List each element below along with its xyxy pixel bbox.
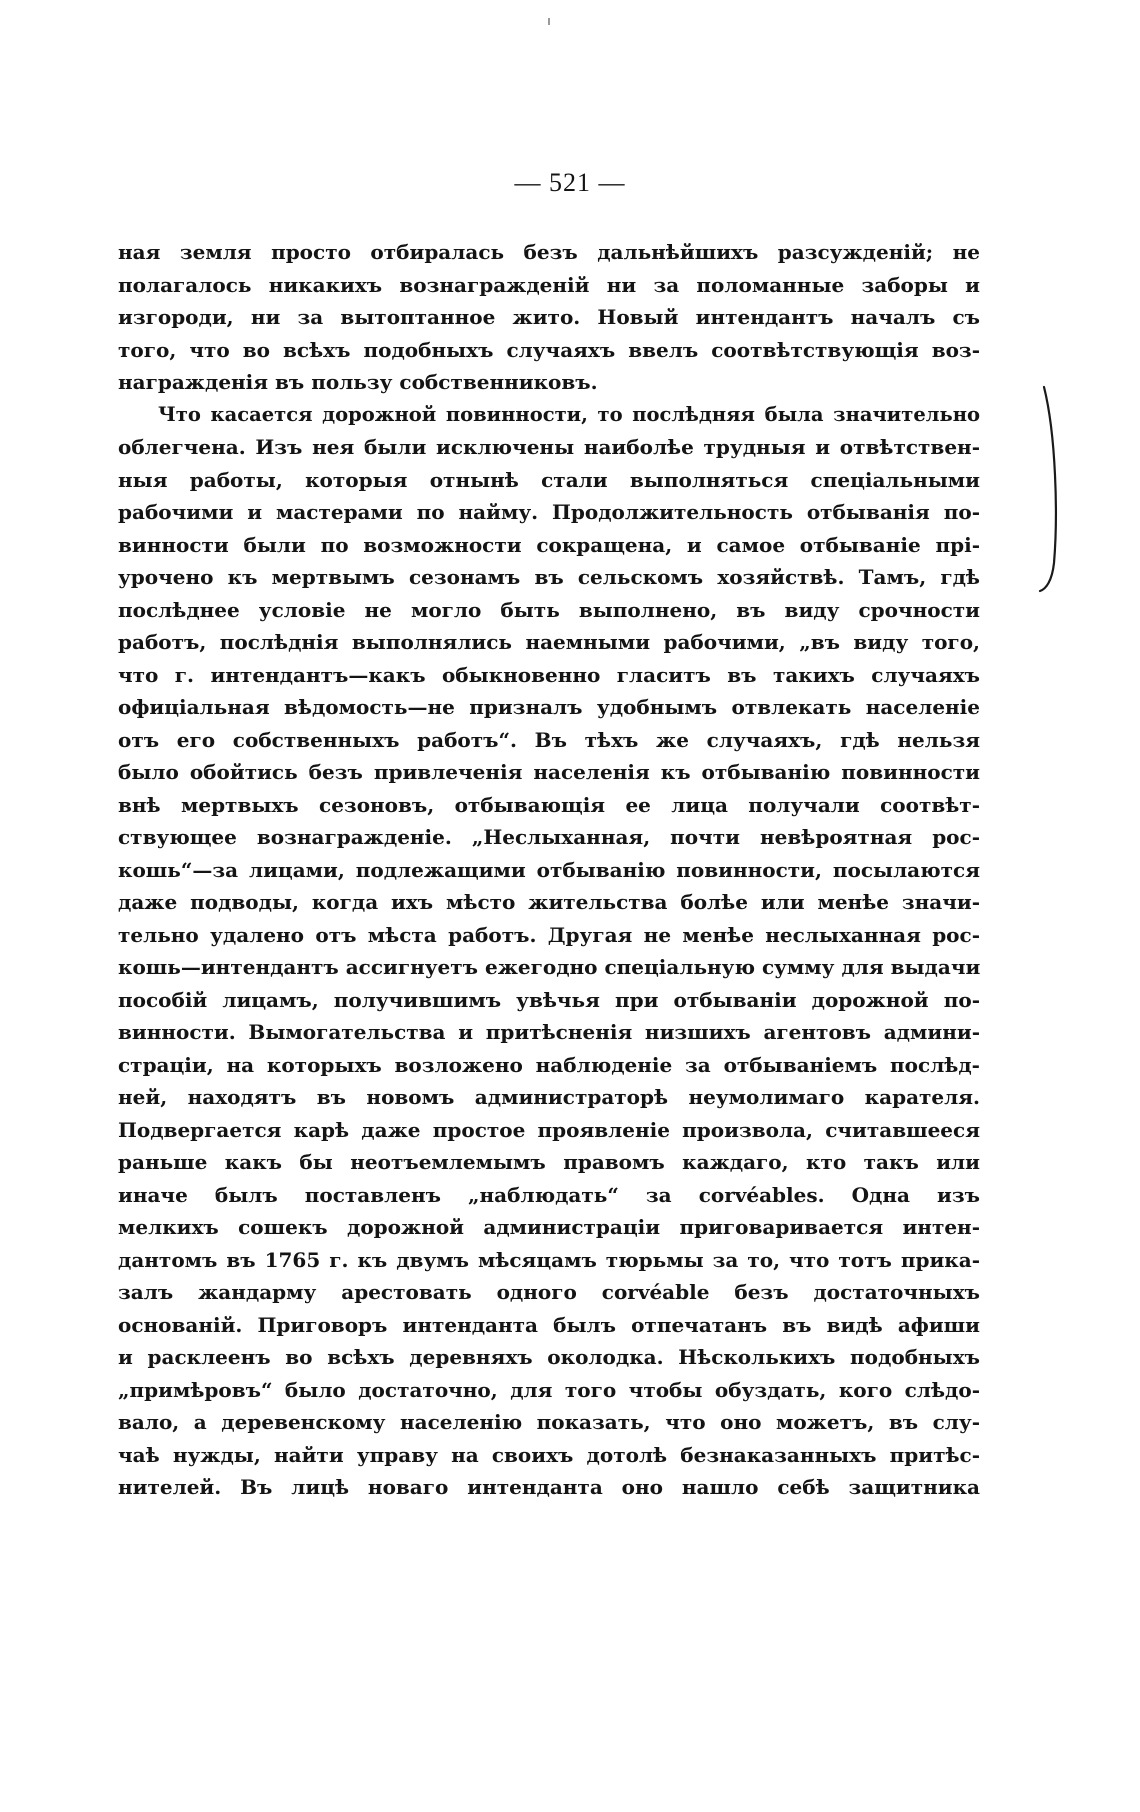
text-line: ствующее вознагражденіе. „Неслыханная, почти невѣроятная рос- [118,825,980,849]
text-line: пособій лицамъ, получившимъ увѣчья при отбываніи дорожной по- [118,987,980,1012]
text-line: работъ, послѣднія выполнялись наемными рабочими, „въ виду того, [118,630,980,654]
text-line: что г. интендантъ—какъ обыкновенно гласитъ въ такихъ случаяхъ [118,662,980,687]
text-line: вало, а деревенскому населенію показать, что оно можетъ, въ слу- [118,1410,980,1434]
text-line: дантомъ въ 1765 г. къ двумъ мѣсяцамъ тюрьмы за то, что тотъ прика- [118,1247,980,1272]
margin-bracket-mark [1038,385,1068,595]
text-line: кошь“—за лицами, подлежащими отбыванію повинности, посылаются [118,857,980,882]
text-line: послѣднее условіе не могло быть выполнено, въ виду срочности [118,597,980,622]
text-line: было обойтись безъ привлеченія населенія къ отбыванію повинности [118,760,980,784]
text-line: офиціальная вѣдомость—не призналъ удобнымъ отвлекать населеніе [118,695,980,719]
text-line: мелкихъ сошекъ дорожной администраціи приговаривается интен- [118,1215,980,1239]
text-line: облегчена. Изъ нея были исключены наиболѣе трудныя и отвѣтствен- [118,435,980,459]
text-line: ная земля просто отбиралась безъ дальнѣйшихъ разсужденій; не [118,240,980,264]
text-line: урочено къ мертвымъ сезонамъ въ сельскомъ хозяйствѣ. Тамъ, гдѣ [118,565,980,589]
text-line: страціи, на которыхъ возложено наблюденіе за отбываніемъ послѣд- [118,1052,980,1077]
text-line: основаній. Приговоръ интенданта былъ отпечатанъ въ видѣ афиши [118,1312,980,1337]
text-line: изгороди, ни за вытоптанное жито. Новый интендантъ началъ съ [118,305,980,329]
text-line: внѣ мертвыхъ сезоновъ, отбывающія ее лица получали соотвѣт- [118,792,980,817]
text-line: „примѣровъ“ было достаточно, для того чтобы обуздать, кого слѣдо- [118,1377,980,1402]
text-line: раньше какъ бы неотъемлемымъ правомъ каждаго, кто такъ или [118,1150,980,1174]
text-line: иначе былъ поставленъ „наблюдать“ за corvéables. Одна изъ [118,1182,980,1207]
text-line: Что касается дорожной повинности, то послѣдняя была значительно [158,402,980,426]
text-line: винности были по возможности сокращена, и самое отбываніе прі- [118,532,980,557]
text-line: Подвергается карѣ даже простое проявленіе произвола, считавшееся [118,1117,980,1142]
text-line: даже подводы, когда ихъ мѣсто жительства болѣе или менѣе значи- [118,890,980,914]
text-line: рабочими и мастерами по найму. Продолжительность отбыванія по- [118,500,980,524]
body-text [118,236,980,1504]
text-line: залъ жандарму арестовать одного corvéable безъ достаточныхъ [118,1280,980,1304]
text-line: винности. Вымогательства и притѣсненія низшихъ агентовъ админи- [118,1020,980,1044]
page-number: — 521 — [514,168,626,197]
text-line: ней, находятъ въ новомъ администраторѣ неумолимаго карателя. [118,1085,980,1109]
text-line: тельно удалено отъ мѣста работъ. Другая не менѣе неслыханная рос- [118,922,980,947]
text-line: ныя работы, которыя отнынѣ стали выполняться спеціальными [118,467,980,492]
scan-speck [548,18,550,25]
text-line: чаѣ нужды, найти управу на своихъ дотолѣ безнаказанныхъ притѣс- [118,1442,980,1467]
text-line: награжденія въ пользу собственниковъ. [118,370,598,394]
text-line: кошь—интендантъ ассигнуетъ ежегодно спеціальную сумму для выдачи [118,955,981,979]
text-line: того, что во всѣхъ подобныхъ случаяхъ ввелъ соотвѣтствующія воз- [118,337,980,362]
text-line: и расклеенъ во всѣхъ деревняхъ околодка. Нѣсколькихъ подобныхъ [118,1345,980,1369]
text-line: полагалось никакихъ вознагражденій ни за поломанные заборы и [118,272,980,297]
text-line: нителей. Въ лицѣ новаго интенданта оно нашло себѣ защитника [118,1475,980,1499]
text-line: отъ его собственныхъ работъ“. Въ тѣхъ же случаяхъ, гдѣ нельзя [118,727,980,752]
